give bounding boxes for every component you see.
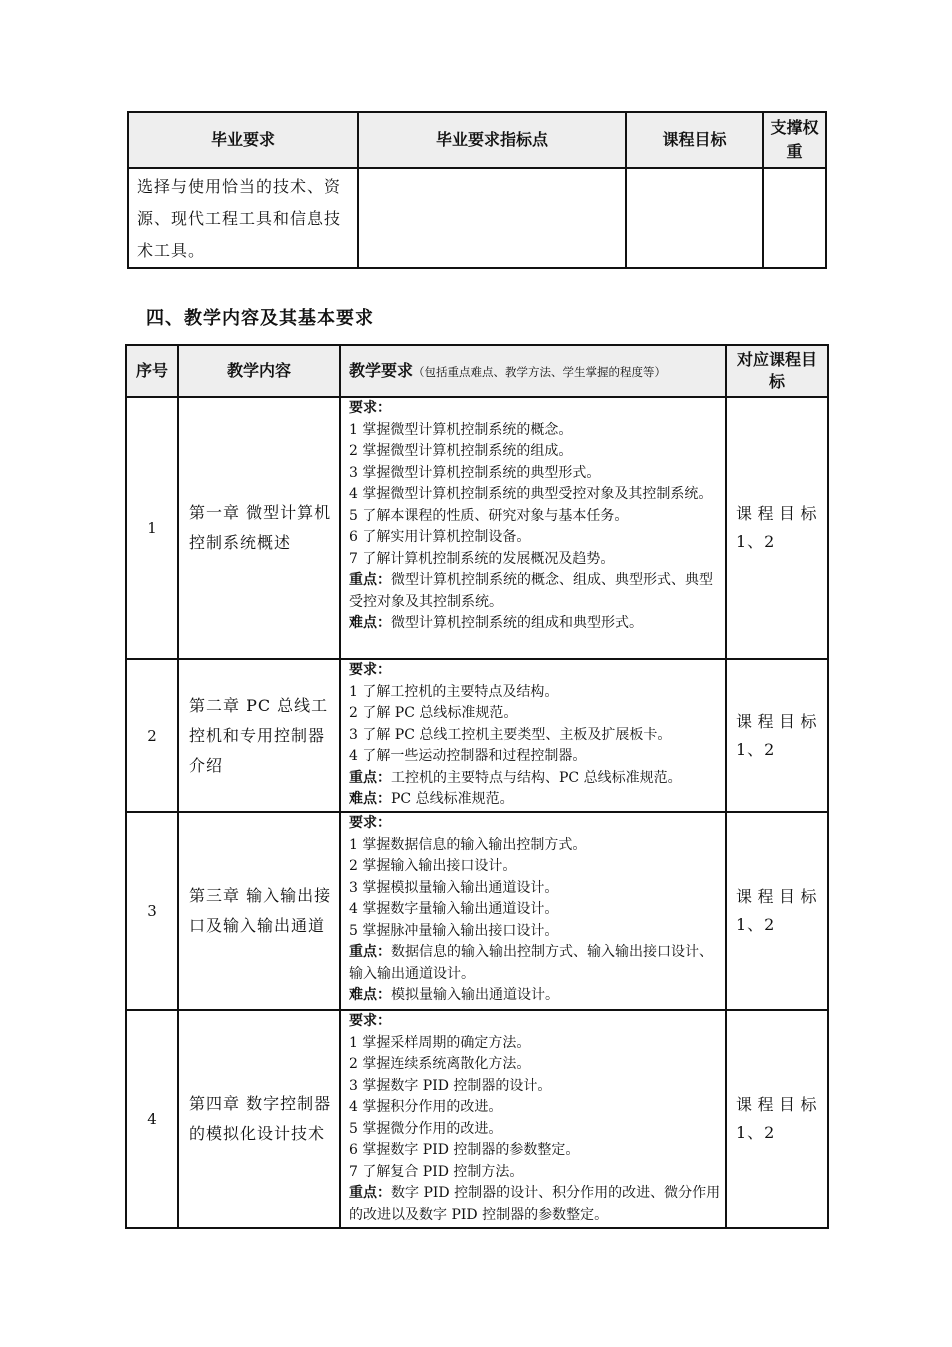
requirement-item: 4 掌握积分作用的改进。 [349, 1099, 503, 1115]
difficult-points-label: 难点： [349, 987, 391, 1003]
requirement-item: 2 了解 PC 总线标准规范。 [349, 705, 518, 721]
requirement-item: 1 了解工控机的主要特点及结构。 [349, 683, 559, 700]
course-goal-prefix: 课程目标 [736, 1095, 823, 1114]
requirement-item: 4 了解一些运动控制器和过程控制器。 [349, 748, 587, 764]
requirement-label: 要求： [349, 662, 391, 678]
difficult-points [349, 613, 721, 635]
difficult-points-text: 微型计算机控制系统的组成和典型形式。 [391, 615, 643, 631]
header-requirement-label: 教学要求 [349, 360, 414, 380]
course-goal-prefix: 课程目标 [736, 887, 823, 906]
table-row [126, 659, 828, 812]
row-requirements [340, 659, 726, 812]
key-points-text: 工控机的主要特点与结构、PC 总线标准规范。 [391, 769, 682, 786]
course-goal-numbers: 1、2 [736, 1123, 776, 1142]
requirement-item: 5 了解本课程的性质、研究对象与基本任务。 [349, 507, 629, 524]
requirement-label: 要求： [349, 400, 391, 416]
course-goal-prefix: 课程目标 [736, 504, 823, 523]
header-requirement [340, 345, 726, 397]
requirement-item: 2 掌握微型计算机控制系统的组成。 [349, 443, 573, 459]
row-course-goal [726, 659, 828, 812]
row-content: 第三章 输入输出接口及输入输出通道 [178, 812, 340, 1010]
key-points [349, 768, 721, 790]
graduation-requirements-table [127, 111, 827, 269]
row-requirements [340, 397, 726, 659]
row-course-goal [726, 397, 828, 659]
key-points-label: 重点： [349, 1185, 391, 1201]
section-title: 四、教学内容及其基本要求 [146, 308, 374, 329]
key-points-label: 重点： [349, 944, 391, 960]
course-goal-numbers: 1、2 [736, 532, 776, 551]
requirement-item: 6 掌握数字 PID 控制器的参数整定。 [349, 1142, 580, 1158]
difficult-points-label: 难点： [349, 615, 391, 631]
requirement-item: 1 掌握数据信息的输入输出控制方式。 [349, 836, 587, 853]
row-index: 1 [126, 397, 178, 659]
header-course-goal: 对应课程目标 [726, 345, 828, 397]
header-requirement-indicator: 毕业要求指标点 [358, 112, 626, 168]
requirement-item: 1 掌握微型计算机控制系统的概念。 [349, 421, 573, 438]
indicator-cell [358, 168, 626, 268]
key-points-text: 数字 PID 控制器的设计、积分作用的改进、微分作用的改进以及数字 PID 控制器的参数整定。 [349, 1185, 721, 1223]
row-index: 2 [126, 659, 178, 812]
requirement-item: 3 掌握微型计算机控制系统的典型形式。 [349, 464, 601, 481]
table-row [128, 168, 826, 268]
course-goal-prefix: 课程目标 [736, 711, 823, 731]
header-index: 序号 [126, 345, 178, 397]
row-content: 第一章 微型计算机控制系统概述 [178, 397, 340, 659]
difficult-points-text: PC 总线标准规范。 [391, 791, 514, 807]
requirement-item: 3 了解 PC 总线工控机主要类型、主板及扩展板卡。 [349, 726, 672, 743]
row-requirements [340, 1010, 726, 1228]
row-content: 第二章 PC 总线工控机和专用控制器介绍 [178, 659, 340, 812]
requirement-item: 7 了解计算机控制系统的发展概况及趋势。 [349, 550, 615, 567]
requirement-item: 3 掌握数字 PID 控制器的设计。 [349, 1077, 552, 1094]
requirement-item: 3 掌握模拟量输入输出通道设计。 [349, 879, 559, 896]
header-requirement-note: （包括重点难点、教学方法、学生掌握的程度等） [413, 364, 667, 379]
row-requirements [340, 812, 726, 1010]
table-row [126, 397, 828, 659]
header-content: 教学内容 [178, 345, 340, 397]
key-points-label: 重点： [349, 572, 391, 588]
table-header-row [126, 345, 828, 397]
requirement-item: 7 了解复合 PID 控制方法。 [349, 1163, 524, 1180]
key-points-label: 重点： [349, 769, 391, 786]
table-row [126, 1010, 828, 1228]
requirement-item: 6 了解实用计算机控制设备。 [349, 529, 531, 545]
table-header-row [128, 112, 826, 168]
requirement-item: 2 掌握输入输出接口设计。 [349, 858, 517, 874]
goal-cell [626, 168, 763, 268]
key-points-text: 微型计算机控制系统的概念、组成、典型形式、典型受控对象及其控制系统。 [349, 572, 713, 610]
requirement-item: 2 掌握连续系统离散化方法。 [349, 1056, 531, 1072]
key-points-text: 数据信息的输入输出控制方式、输入输出接口设计、输入输出通道设计。 [349, 944, 713, 982]
header-course-goal: 课程目标 [626, 112, 763, 168]
header-graduation-requirement: 毕业要求 [128, 112, 358, 168]
course-goal-numbers: 1、2 [736, 739, 776, 759]
key-points [349, 942, 721, 985]
requirement-item: 5 掌握微分作用的改进。 [349, 1120, 503, 1137]
requirement-cell: 选择与使用恰当的技术、资源、现代工程工具和信息技术工具。 [128, 168, 358, 268]
header-support-weight: 支撑权重 [763, 112, 826, 168]
row-course-goal [726, 1010, 828, 1228]
weight-cell [763, 168, 826, 268]
requirement-label: 要求： [349, 1013, 391, 1029]
requirement-item: 4 掌握微型计算机控制系统的典型受控对象及其控制系统。 [349, 486, 713, 502]
row-index: 3 [126, 812, 178, 1010]
difficult-points-label: 难点： [349, 791, 391, 807]
difficult-points-text: 模拟量输入输出通道设计。 [391, 987, 559, 1003]
key-points [349, 570, 721, 613]
requirement-item: 1 掌握采样周期的确定方法。 [349, 1034, 531, 1051]
course-goal-numbers: 1、2 [736, 915, 776, 934]
requirement-item: 5 掌握脉冲量输入输出接口设计。 [349, 922, 559, 939]
teaching-content-table [125, 344, 829, 1229]
row-content: 第四章 数字控制器的模拟化设计技术 [178, 1010, 340, 1228]
difficult-points [349, 789, 721, 811]
requirement-label: 要求： [349, 815, 391, 831]
row-course-goal [726, 812, 828, 1010]
row-index: 4 [126, 1010, 178, 1228]
table-row [126, 812, 828, 1010]
requirement-item: 4 掌握数字量输入输出通道设计。 [349, 901, 559, 917]
key-points [349, 1183, 721, 1226]
difficult-points [349, 985, 721, 1007]
